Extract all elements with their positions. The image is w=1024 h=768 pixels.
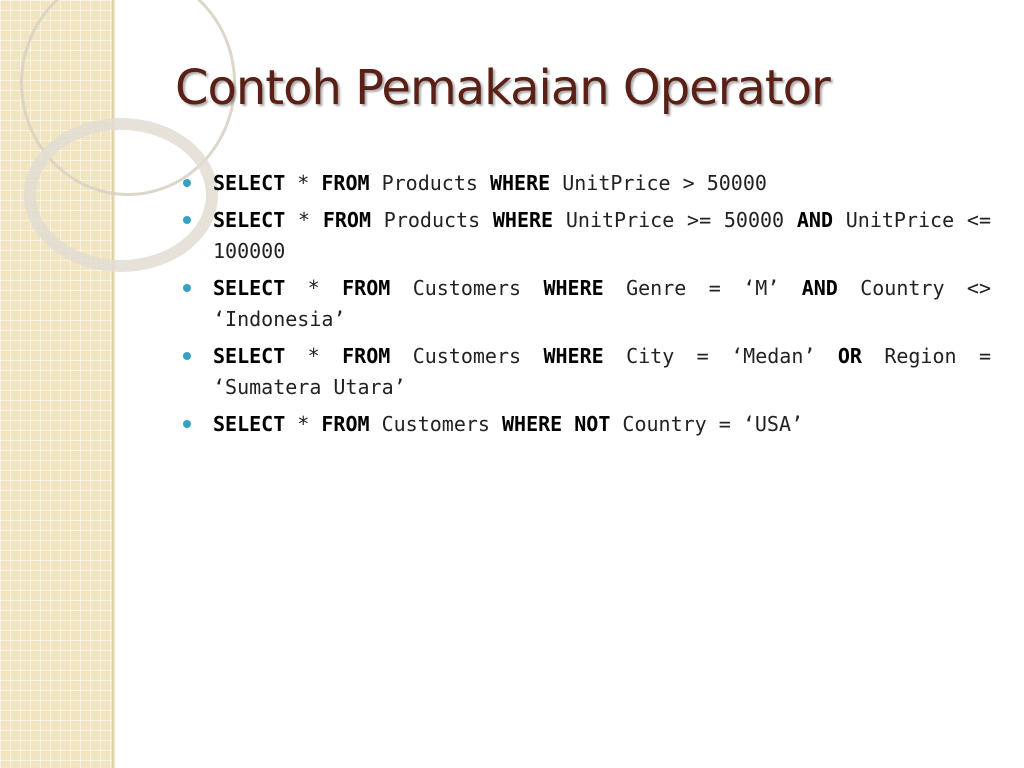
sql-text: Country <> ‘Indonesia’ [213, 276, 991, 331]
slide-title: Contoh Pemakaian Operator [175, 60, 830, 116]
bullet-item [183, 205, 991, 267]
bullet-dot-icon [183, 284, 191, 292]
sql-keyword: SELECT [213, 344, 286, 368]
sql-keyword: FROM [321, 171, 370, 195]
sql-text: UnitPrice <= 100000 [213, 208, 991, 263]
sql-text: City = ‘Medan’ [603, 344, 838, 368]
sql-keyword: FROM [321, 412, 370, 436]
sql-text: UnitPrice > 50000 [550, 171, 767, 195]
bullet-dot-icon [183, 216, 191, 224]
sql-text: Region = ‘Sumatera Utara’ [213, 344, 992, 399]
bullet-item [183, 273, 991, 335]
sql-keyword: SELECT [213, 208, 286, 232]
sql-text [562, 412, 574, 436]
sql-text: Customers [390, 344, 544, 368]
sql-keyword: SELECT [213, 412, 286, 436]
sql-text: Genre = ‘M’ [603, 276, 802, 300]
bullet-dot-icon [183, 420, 191, 428]
sql-text: Products [369, 171, 490, 195]
sql-keyword: AND [801, 276, 838, 300]
sql-text: * [285, 344, 343, 368]
sql-text: Customers [369, 412, 502, 436]
sql-keyword: SELECT [213, 171, 286, 195]
sql-keyword: SELECT [213, 276, 286, 300]
sql-keyword: OR [837, 344, 862, 368]
bullet-item [183, 341, 991, 403]
sql-keyword: WHERE [492, 208, 554, 232]
sql-text: * [285, 171, 322, 195]
sql-text: UnitPrice >= 50000 [553, 208, 797, 232]
sql-keyword: FROM [342, 276, 391, 300]
sql-keyword: AND [796, 208, 833, 232]
sql-keyword: WHERE [502, 412, 563, 436]
sql-text: Products [371, 208, 493, 232]
sql-text: * [285, 208, 323, 232]
bullet-dot-icon [183, 352, 191, 360]
sql-text: Customers [390, 276, 544, 300]
sql-keyword: WHERE [489, 171, 551, 195]
sql-keyword: WHERE [543, 276, 604, 300]
bullet-item [183, 409, 991, 440]
sql-text: * [285, 276, 343, 300]
sql-keyword: FROM [322, 208, 372, 232]
bullet-dot-icon [183, 179, 191, 187]
sql-text: Country = ‘USA’ [610, 412, 804, 436]
bullet-list [183, 168, 991, 446]
sql-keyword: NOT [574, 412, 611, 436]
sql-text: * [285, 412, 322, 436]
sql-keyword: WHERE [543, 344, 604, 368]
sql-keyword: FROM [342, 344, 391, 368]
bullet-item [183, 168, 991, 199]
